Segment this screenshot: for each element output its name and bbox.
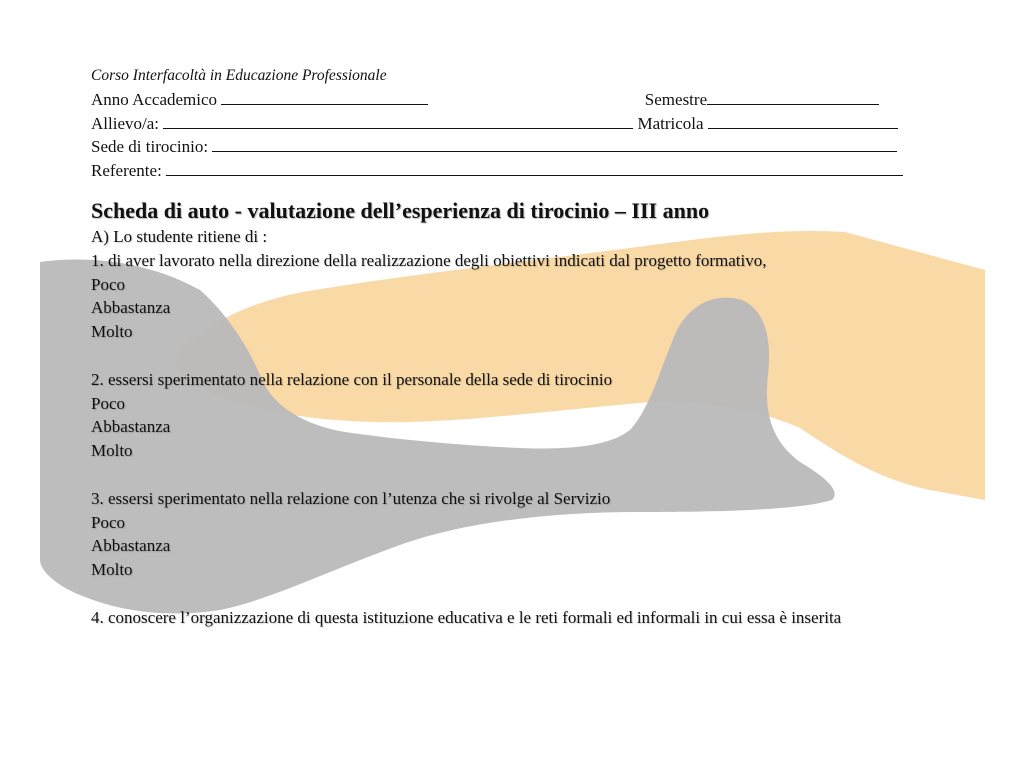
option-poco[interactable]: Poco xyxy=(91,393,125,413)
site-row xyxy=(91,135,951,159)
option-molto[interactable]: Molto xyxy=(91,560,133,580)
option-poco[interactable]: Poco xyxy=(91,274,125,294)
referent-field[interactable] xyxy=(166,161,903,176)
form-title: Scheda di auto - valutazione dell’esperienza di tirocinio – III anno xyxy=(91,197,710,223)
option-poco[interactable]: Poco xyxy=(91,512,125,532)
option-abbastanza[interactable]: Abbastanza xyxy=(91,298,171,318)
site-label: Sede di tirocinio: xyxy=(91,137,209,157)
course-title: Corso Interfacoltà in Educazione Professionale xyxy=(91,67,387,84)
site-field[interactable] xyxy=(212,137,897,152)
matricola-label: Matricola xyxy=(637,113,704,133)
semester-label: Semestre xyxy=(644,89,708,109)
student-row xyxy=(91,112,951,136)
semester-field[interactable] xyxy=(707,90,879,105)
question-3: 3. essersi sperimentato nella relazione con l’utenza che si rivolge al Servizio xyxy=(91,488,611,508)
year-label: Anno Accademico xyxy=(91,89,218,109)
student-field[interactable] xyxy=(163,114,633,129)
option-molto[interactable]: Molto xyxy=(91,441,133,461)
question-1: 1. di aver lavorato nella direzione della realizzazione degli obiettivi indicati dal progetto formativo, xyxy=(91,250,767,270)
referent-row xyxy=(91,159,951,183)
student-label: Allievo/a: xyxy=(91,113,159,133)
document-body xyxy=(91,64,951,630)
year-field[interactable] xyxy=(221,90,428,105)
option-abbastanza[interactable]: Abbastanza xyxy=(91,536,171,556)
matricola-field[interactable] xyxy=(708,114,898,129)
referent-label: Referente: xyxy=(91,161,162,181)
option-abbastanza[interactable]: Abbastanza xyxy=(91,417,171,437)
option-molto[interactable]: Molto xyxy=(91,322,133,342)
year-semester-row xyxy=(91,88,951,112)
question-4: 4. conoscere l’organizzazione di questa istituzione educativa e le reti formali ed informali in cui essa è inserita xyxy=(91,607,842,627)
section-a-heading: A) Lo studente ritiene di : xyxy=(91,226,268,246)
question-2: 2. essersi sperimentato nella relazione con il personale della sede di tirocinio xyxy=(91,369,613,389)
